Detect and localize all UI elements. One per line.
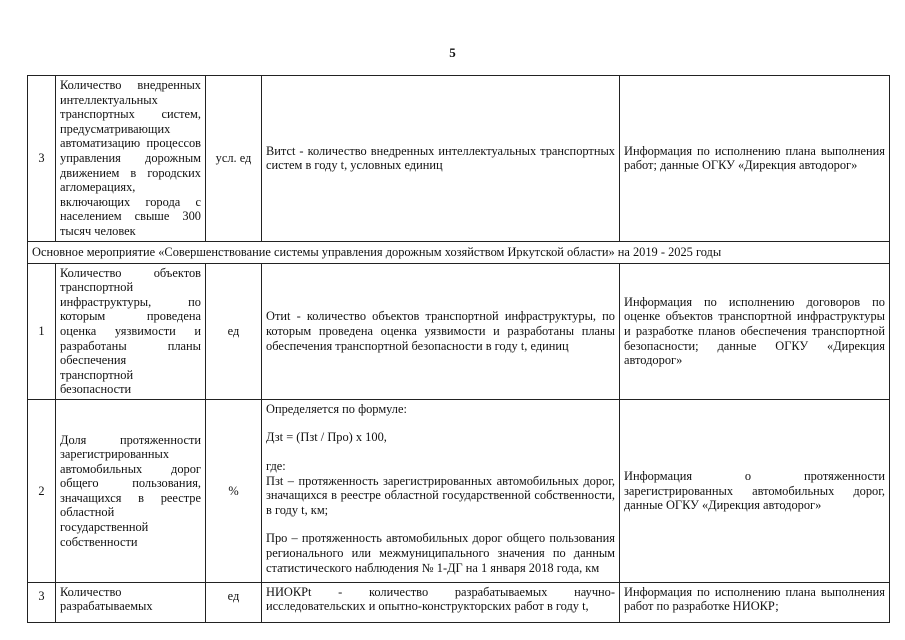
table-row	[28, 263, 890, 399]
unit-of-measure: ед	[206, 263, 262, 399]
table-row	[28, 399, 890, 582]
unit-of-measure: ед	[206, 582, 262, 622]
formula-cell	[262, 399, 620, 582]
formula-intro: Определяется по формуле:	[266, 401, 407, 416]
indicator-name: Количество внедренных интеллектуальных транспортных систем, предусматривающих автоматизацию процессов управления дорожным движением в городских агломерациях, включающих города с населением свыше 300 тысяч человек	[56, 76, 206, 242]
indicator-name: Количество разрабатываемых	[56, 582, 206, 622]
indicators-table	[27, 75, 890, 623]
table-row	[28, 582, 890, 622]
source-cell: Информация по исполнению плана выполнения работ; данные ОГКУ «Дирекция автодорог»	[620, 76, 890, 242]
section-title: Основное мероприятие «Совершенствование системы управления дорожным хозяйством Иркутской области» на 2019 - 2025 годы	[28, 241, 890, 263]
formula-definition: Про – протяженность автомобильных дорог общего пользования регионального или межмуниципального значения по данным статистического наблюдения № 1-ДГ на 1 января 2018 года, км	[266, 531, 615, 575]
formula-where: где:	[266, 459, 286, 474]
unit-of-measure: усл. ед	[206, 76, 262, 242]
formula-cell: Витсt - количество внедренных интеллектуальных транспортных систем в году t, условных единиц	[262, 76, 620, 242]
row-number: 3	[28, 76, 56, 242]
row-number: 1	[28, 263, 56, 399]
unit-of-measure: %	[206, 399, 262, 582]
indicator-name: Доля протяженности зарегистрированных автомобильных дорог общего пользования, значащихся в реестре областной государственной собственности	[56, 399, 206, 582]
formula-cell: НИОКРt - количество разрабатываемых научно-исследовательских и опытно-конструкторских работ в году t,	[262, 582, 620, 622]
row-number: 3	[28, 582, 56, 622]
source-cell: Информация по исполнению плана выполнения работ по разработке НИОКР;	[620, 582, 890, 622]
formula-cell: Отиt - количество объектов транспортной инфраструктуры, по которым проведена оценка уязвимости и разработаны планы обеспечения транспортной безопасности в году t, единиц	[262, 263, 620, 399]
table-row	[28, 76, 890, 242]
source-cell: Информация о протяженности зарегистрированных автомобильных дорог, данные ОГКУ «Дирекция автодорог»	[620, 399, 890, 582]
row-number: 2	[28, 399, 56, 582]
source-cell: Информация по исполнению договоров по оценке объектов транспортной инфраструктуры и разработке планов обеспечения транспортной безопасности; данные ОГКУ «Дирекция автодорог»	[620, 263, 890, 399]
page-number: 5	[449, 45, 456, 60]
indicator-name: Количество объектов транспортной инфраструктуры, по которым проведена оценка уязвимости и разработаны планы обеспечения транспортной безопасности	[56, 263, 206, 399]
section-header-row	[28, 241, 890, 263]
formula-equation: Дзt = (Пзt / Про) х 100,	[266, 430, 387, 445]
formula-definition: Пзt – протяженность зарегистрированных автомобильных дорог, значащихся в реестре областной государственной собственности, в году t, км;	[266, 473, 615, 517]
